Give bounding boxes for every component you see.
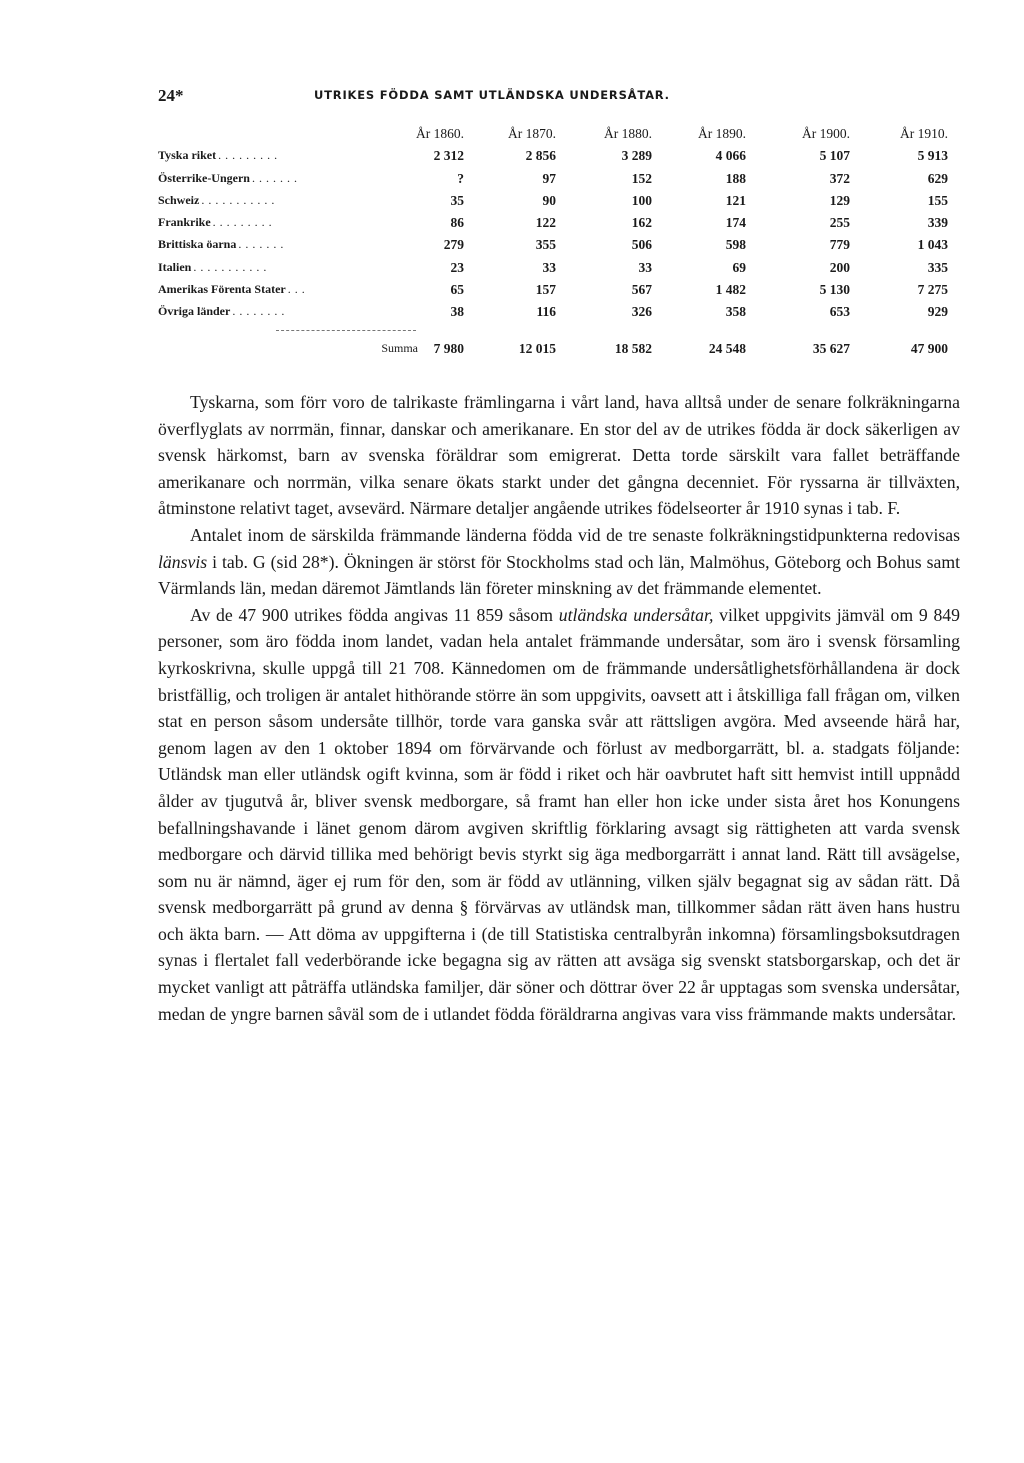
table-cell: 116 (536, 304, 556, 320)
sum-cell: 35 627 (812, 340, 850, 356)
row-label: Italien (158, 259, 192, 274)
body-text (158, 389, 960, 1027)
table-cell: 358 (725, 304, 746, 320)
dot-leader: ......... (218, 148, 282, 163)
italic-text: länsvis (158, 551, 208, 572)
table-cell: 372 (829, 170, 850, 186)
table-cell: 339 (927, 215, 948, 231)
table-cell: 653 (829, 304, 850, 320)
table-cell: 188 (725, 170, 746, 186)
column-header: År 1910. (900, 126, 948, 141)
table-cell: 86 (450, 215, 464, 231)
statistics-table (158, 126, 958, 363)
table-cell: 2 856 (525, 148, 556, 164)
table-cell: 506 (631, 237, 652, 253)
dot-leader: ........... (193, 259, 271, 274)
table-cell: 69 (732, 259, 746, 275)
table-cell: 155 (927, 192, 948, 208)
table-cell: 65 (450, 282, 464, 298)
sum-label: Summa (381, 340, 418, 355)
dot-leader: ........ (232, 304, 289, 319)
table-cell: 90 (542, 192, 556, 208)
table-cell: 279 (443, 237, 464, 253)
table-cell: 35 (450, 192, 464, 208)
table-row (158, 215, 958, 237)
table-row (158, 237, 958, 259)
table-header-row (158, 126, 958, 148)
table-cell: 129 (829, 192, 850, 208)
table-cell: 200 (829, 259, 850, 275)
dot-leader: ....... (251, 170, 301, 185)
text-run: Av de 47 900 utrikes födda angivas 11 859 såsom (190, 604, 559, 625)
table-cell: 5 107 (819, 148, 850, 164)
table-row (158, 148, 958, 170)
column-header: År 1880. (604, 126, 652, 141)
running-title: UTRIKES FÖDDA SAMT UTLÄNDSKA UNDERSÅTAR. (314, 88, 670, 102)
table-cell: 255 (829, 215, 850, 231)
italic-text: utländska undersåtar, (558, 604, 714, 625)
paragraph (158, 602, 960, 1028)
sum-cell: 7 980 (433, 340, 464, 356)
table-cell: 355 (535, 237, 556, 253)
table-cell: 335 (927, 259, 948, 275)
row-label: Österrike-Ungern (158, 170, 250, 185)
table-cell: 122 (535, 215, 556, 231)
table-row (158, 260, 958, 282)
table-cell: 38 (450, 304, 464, 320)
text-run: i tab. G (sid 28*). Ökningen är störst för Stockholms stad och län, Malmöhus, Göteborg och Bohus samt Värmlands län, medan däremot Jämtlands län företer minskning av det främmande elementet. (158, 551, 960, 599)
table-row (158, 304, 958, 326)
table-cell: 157 (535, 282, 556, 298)
table-sum-row (158, 341, 958, 363)
table-cell: 929 (927, 304, 948, 320)
text-run: vilket uppgivits jämväl om 9 849 personer, som äro födda inom landet, vadan hela antalet främmande undersåtar, som äro i svensk församling kyrkoskrivna, skulle uppgå till 21 708. Kännedomen om de främmande undersåtlighetsförhållandena är dock bristfällig, och troligen är antalet hithörande större än som uppgivits, oavsett att i åtskilliga fall frågan om, vilken stat en person såsom undersåte tillhör, torde vara ganska svår att rättsligen avgöra. Med avseende härå har, genom lagen av den 1 oktober 1894 om förvärvande och förlust av medborgarrätt, bl. a. stadgats följande: Utländsk man eller utländsk ogift kvinna, som är född i riket och här oavbrutet haft sitt hemvist intill uppnådd ålder av tjugutvå år, bliver svensk medborgare, så framt han eller hon icke under sista året hos Konungens befallningshavande i länet genom därom avgiven skriftlig förklaring avsagt sig rättigheten att varda svensk medborgare och därvid tillika med behörigt bevis styrkt sig äga medborgarrätt i annat land. Rätt till avsägelse, som nu är nämnd, äger ej rum för den, som är född av utlänning, vilken själv begagnat sig av sådan rätt. Då svensk medborgarrätt på grund av denna § förvärvas av utländsk man, tillkommer sådan rätt även hans hustru och äkta barn. — Att döma av uppgifterna i (de till Statistiska centralbyrån inkomna) församlingsboksutdragen synas i flertalet fall vederbörande icke begagna sig av rätten att avsäga sig svenskt statsborgarskap, och det är mycket vanligt att påträffa utländska familjer, där söner och döttrar över 22 år upptagas som svenska undersåtar, medan de yngre barnen såväl som de i utlandet födda föräldrarna angivas vara viss främmande makts undersåtar. (158, 604, 960, 1024)
table-cell: 3 289 (621, 148, 652, 164)
dot-leader: ... (287, 282, 309, 297)
table-cell: 4 066 (715, 148, 746, 164)
table-cell: 7 275 (917, 282, 948, 298)
sum-cell: 18 582 (614, 340, 652, 356)
paragraph: Tyskarna, som förr voro de talrikaste främlingarna i vårt land, hava alltså under de senare folkräkningarna överflyglats av norrmän, finnar, danskar och amerikanare. En stor del av de utrikes födda är dock säkerligen av svensk härkomst, barn av svenska föräldrar som emigrerat. Detta torde särskilt vara fallet beträffande amerikanare och norrmän, vilka senare ökats starkt under det gångna decenniet. För ryssarna är tillväxten, åtminstone relativt taget, avsevärd. Närmare detaljer angående utrikes födelseorter år 1910 synas i tab. F. (158, 392, 960, 519)
table-cell: 567 (631, 282, 652, 298)
table-cell: ? (457, 170, 464, 186)
row-label: Amerikas Förenta Stater (158, 282, 286, 297)
row-label: Frankrike (158, 215, 211, 230)
table-cell: 2 312 (433, 148, 464, 164)
table-row (158, 282, 958, 304)
table-cell: 779 (829, 237, 850, 253)
table-cell: 1 482 (715, 282, 746, 298)
table-cell: 1 043 (917, 237, 948, 253)
page-header (158, 86, 958, 110)
dot-leader: ....... (238, 237, 288, 252)
row-label: Övriga länder (158, 304, 231, 319)
table-cell: 162 (631, 215, 652, 231)
page-number: 24* (158, 86, 184, 105)
table-row (158, 193, 958, 215)
row-label: Tyska riket (158, 148, 217, 163)
dot-leader: ......... (212, 215, 276, 230)
column-header: År 1900. (802, 126, 850, 141)
table-cell: 152 (631, 170, 652, 186)
sum-cell: 47 900 (910, 340, 948, 356)
table-cell: 598 (725, 237, 746, 253)
text-run: Antalet inom de särskilda främmande länderna födda vid de tre senaste folkräkningstidpunkterna redovisas (190, 524, 960, 545)
table-cell: 174 (725, 215, 746, 231)
sum-cell: 12 015 (518, 340, 556, 356)
table-cell: 326 (631, 304, 652, 320)
table-cell: 23 (450, 259, 464, 275)
table-cell: 97 (542, 170, 556, 186)
column-header: År 1890. (698, 126, 746, 141)
table-cell: 629 (927, 170, 948, 186)
table-cell: 33 (638, 259, 652, 275)
sum-cell: 24 548 (708, 340, 746, 356)
row-label: Schweiz (158, 192, 200, 207)
table-cell: 121 (725, 192, 746, 208)
table-cell: 100 (631, 192, 652, 208)
paragraph (158, 522, 960, 602)
table-rule (276, 330, 416, 331)
column-header: År 1870. (508, 126, 556, 141)
column-header: År 1860. (416, 126, 464, 141)
dot-leader: ........... (201, 192, 279, 207)
table-cell: 5 913 (917, 148, 948, 164)
table-cell: 33 (542, 259, 556, 275)
table-cell: 5 130 (819, 282, 850, 298)
row-label: Brittiska öarna (158, 237, 237, 252)
table-row (158, 171, 958, 193)
